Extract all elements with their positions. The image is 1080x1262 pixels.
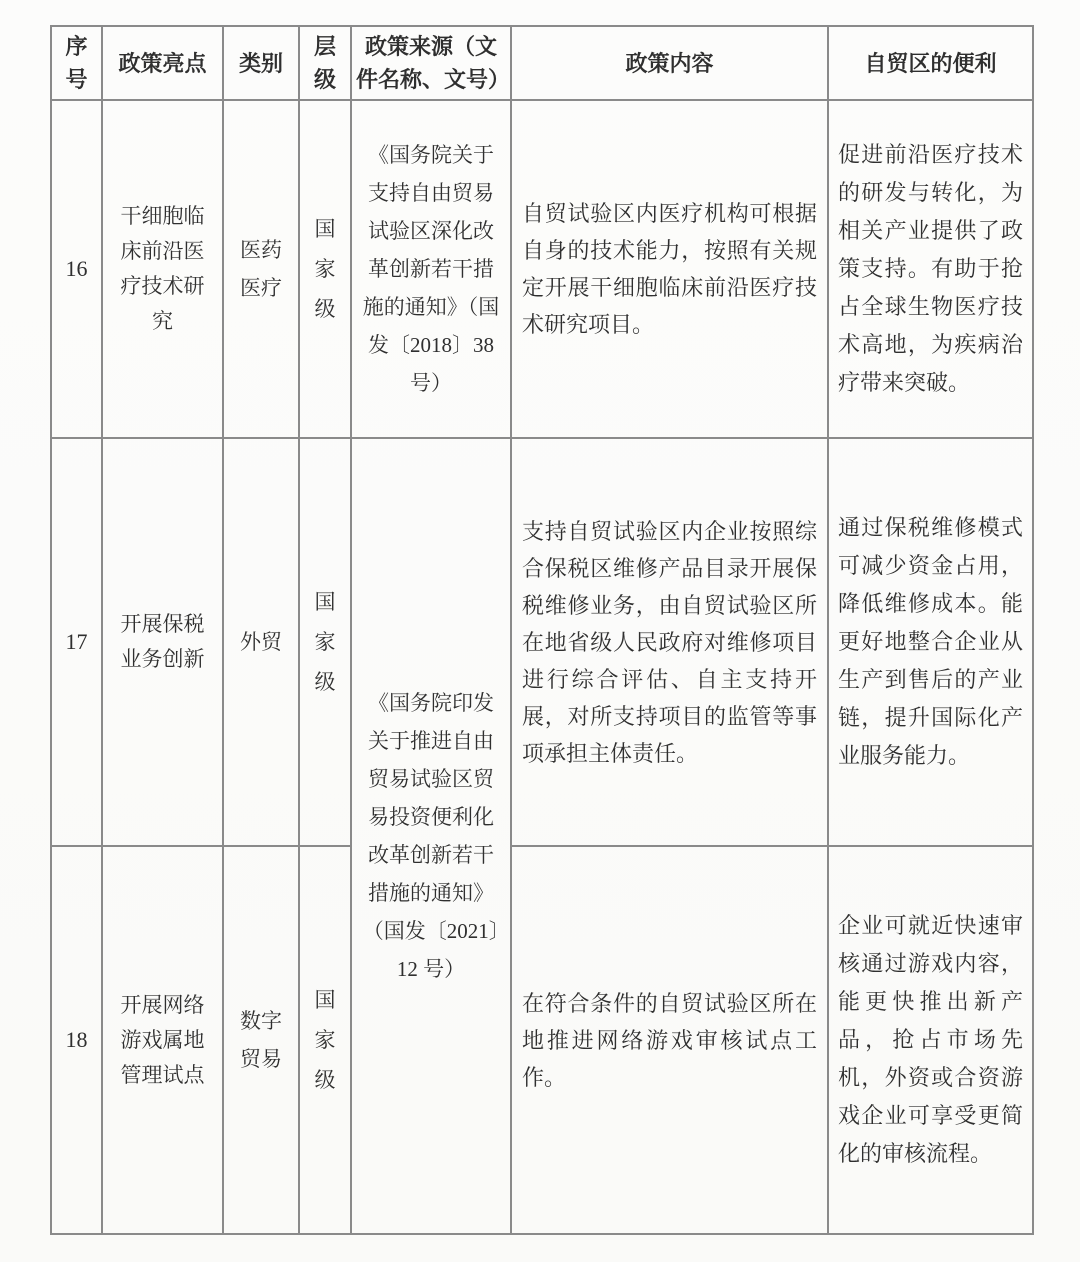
row16-policy-highlight: 干细胞临床前沿医疗技术研究 — [102, 100, 223, 438]
policy-table — [50, 25, 1034, 1235]
header-category: 类别 — [223, 26, 299, 100]
row17-18-policy-source-merged: 《国务院印发关于推进自由贸易试验区贸易投资便利化改革创新若干措施的通知》（国发〔2021〕12 号） — [351, 438, 511, 1234]
row17-policy-highlight: 开展保税业务创新 — [102, 438, 223, 846]
header-policy-highlight: 政策亮点 — [102, 26, 223, 100]
row16-level: 国家级 — [299, 100, 351, 438]
table-row — [51, 438, 1033, 846]
row18-policy-content: 在符合条件的自贸试验区所在地推进网络游戏审核试点工作。 — [511, 846, 828, 1234]
header-ftz-benefit: 自贸区的便利 — [828, 26, 1033, 100]
header-policy-source: 政策来源（文件名称、文号） — [351, 26, 511, 100]
row16-category: 医药医疗 — [223, 100, 299, 438]
row17-category: 外贸 — [223, 438, 299, 846]
row16-policy-source: 《国务院关于支持自由贸易试验区深化改革创新若干措施的通知》（国发〔2018〕38号） — [351, 100, 511, 438]
row17-ftz-benefit: 通过保税维修模式可减少资金占用，降低维修成本。能更好地整合企业从生产到售后的产业链，提升国际化产业服务能力。 — [828, 438, 1033, 846]
row18-category: 数字贸易 — [223, 846, 299, 1234]
row18-no: 18 — [51, 846, 102, 1234]
header-level: 层级 — [299, 26, 351, 100]
table-row — [51, 100, 1033, 438]
row17-level: 国家级 — [299, 438, 351, 846]
row18-level: 国家级 — [299, 846, 351, 1234]
row18-ftz-benefit: 企业可就近快速审核通过游戏内容，能更快推出新产品，抢占市场先机，外资或合资游戏企业可享受更简化的审核流程。 — [828, 846, 1033, 1234]
row16-ftz-benefit: 促进前沿医疗技术的研发与转化，为相关产业提供了政策支持。有助于抢占全球生物医疗技术高地，为疾病治疗带来突破。 — [828, 100, 1033, 438]
table-row — [51, 846, 1033, 1234]
header-policy-content: 政策内容 — [511, 26, 828, 100]
row18-policy-highlight: 开展网络游戏属地管理试点 — [102, 846, 223, 1234]
row17-policy-content: 支持自贸试验区内企业按照综合保税区维修产品目录开展保税维修业务，由自贸试验区所在地省级人民政府对维修项目进行综合评估、自主支持开展，对所支持项目的监管等事项承担主体责任。 — [511, 438, 828, 846]
table-header-row — [51, 26, 1033, 100]
row17-no: 17 — [51, 438, 102, 846]
row16-policy-content: 自贸试验区内医疗机构可根据自身的技术能力，按照有关规定开展干细胞临床前沿医疗技术研究项目。 — [511, 100, 828, 438]
row16-no: 16 — [51, 100, 102, 438]
header-no: 序号 — [51, 26, 102, 100]
